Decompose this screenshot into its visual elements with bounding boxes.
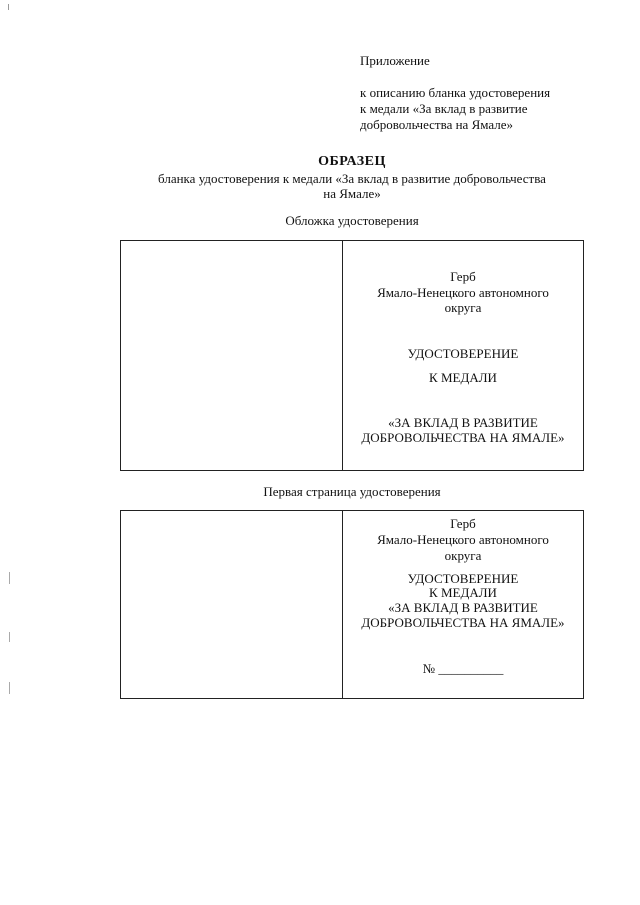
document-subtitle	[60, 171, 640, 201]
to-medal-label: К МЕДАЛИ	[429, 370, 497, 385]
to-medal-label: К МЕДАЛИ	[429, 585, 497, 600]
first-page-form	[120, 510, 584, 699]
cover-form	[120, 240, 584, 471]
document-title: ОБРАЗЕЦ	[318, 154, 386, 169]
emblem-label: Ямало-Ненецкого автономного	[377, 285, 549, 300]
appendix-line: к медали «За вклад в развитие	[360, 101, 528, 116]
medal-name: «ЗА ВКЛАД В РАЗВИТИЕ	[388, 415, 538, 430]
appendix-heading: Приложение	[360, 53, 430, 68]
first-page-right-panel	[343, 511, 583, 698]
subtitle-line: бланка удостоверения к медали «За вклад в развитие добровольчества	[158, 171, 546, 186]
medal-name: ДОБРОВОЛЬЧЕСТВА НА ЯМАЛЕ»	[361, 430, 565, 445]
scan-artifact	[8, 4, 9, 10]
scan-artifact	[9, 682, 10, 694]
appendix-line: добровольчества на Ямале»	[360, 117, 514, 132]
scan-artifact	[9, 572, 10, 584]
emblem-label: Герб	[450, 269, 476, 284]
certificate-number-field: № __________	[422, 661, 504, 676]
appendix-line: к описанию бланка удостоверения	[360, 85, 551, 100]
emblem-label: Ямало-Ненецкого автономного	[377, 532, 549, 547]
emblem-label: округа	[444, 548, 482, 563]
emblem-label: округа	[444, 300, 482, 315]
scan-artifact	[9, 632, 10, 642]
doc-type-label: УДОСТОВЕРЕНИЕ	[407, 346, 519, 361]
emblem-label: Герб	[450, 516, 476, 531]
first-page-heading: Первая страница удостоверения	[263, 484, 441, 499]
doc-type-label: УДОСТОВЕРЕНИЕ	[407, 571, 519, 586]
subtitle-line: на Ямале»	[323, 186, 381, 201]
medal-name: «ЗА ВКЛАД В РАЗВИТИЕ	[388, 600, 538, 615]
medal-name: ДОБРОВОЛЬЧЕСТВА НА ЯМАЛЕ»	[361, 615, 565, 630]
cover-right-panel	[343, 241, 583, 470]
cover-heading: Обложка удостоверения	[285, 213, 419, 228]
appendix-block	[360, 53, 550, 133]
